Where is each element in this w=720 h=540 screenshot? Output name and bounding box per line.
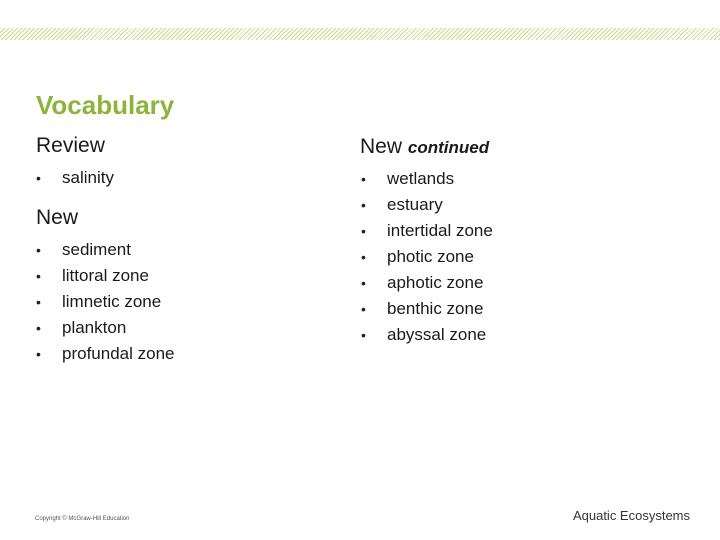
bullet-icon: •	[361, 301, 366, 317]
bullet-icon: •	[36, 320, 41, 336]
decorative-header-band	[0, 28, 720, 40]
list-item-text: plankton	[62, 318, 127, 337]
list-item-text: estuary	[387, 195, 443, 214]
list-item-text: sediment	[62, 240, 131, 259]
review-heading: Review	[36, 134, 105, 157]
list-item-text: abyssal zone	[387, 325, 487, 344]
list-item-text: aphotic zone	[387, 273, 484, 292]
bullet-icon: •	[36, 170, 41, 186]
bullet-icon: •	[361, 327, 366, 343]
list-item-text: salinity	[62, 168, 114, 187]
copyright-notice: Copyright © McGraw-Hill Education	[35, 516, 130, 522]
new-heading: New	[36, 206, 79, 229]
list-item-text: profundal zone	[62, 344, 175, 363]
heading-main-text: New	[360, 135, 403, 158]
bullet-icon: •	[361, 275, 366, 291]
bullet-icon: •	[36, 294, 41, 310]
bullet-icon: •	[361, 171, 366, 187]
list-item-text: littoral zone	[62, 266, 149, 285]
bullet-icon: •	[361, 197, 366, 213]
list-item-text: benthic zone	[387, 299, 484, 318]
new-continued-heading	[360, 135, 489, 159]
list-item-text: photic zone	[387, 247, 474, 266]
bullet-icon: •	[361, 249, 366, 265]
bullet-icon: •	[36, 242, 41, 258]
list-item-text: wetlands	[387, 169, 455, 188]
list-item-text: intertidal zone	[387, 221, 493, 240]
bullet-icon: •	[36, 346, 41, 362]
footer-section-title: Aquatic Ecosystems	[572, 508, 690, 523]
heading-continued-text: continued	[407, 138, 490, 157]
bullet-icon: •	[36, 268, 41, 284]
list-item-text: limnetic zone	[62, 292, 162, 311]
bullet-icon: •	[361, 223, 366, 239]
slide-title: Vocabulary	[36, 90, 175, 120]
